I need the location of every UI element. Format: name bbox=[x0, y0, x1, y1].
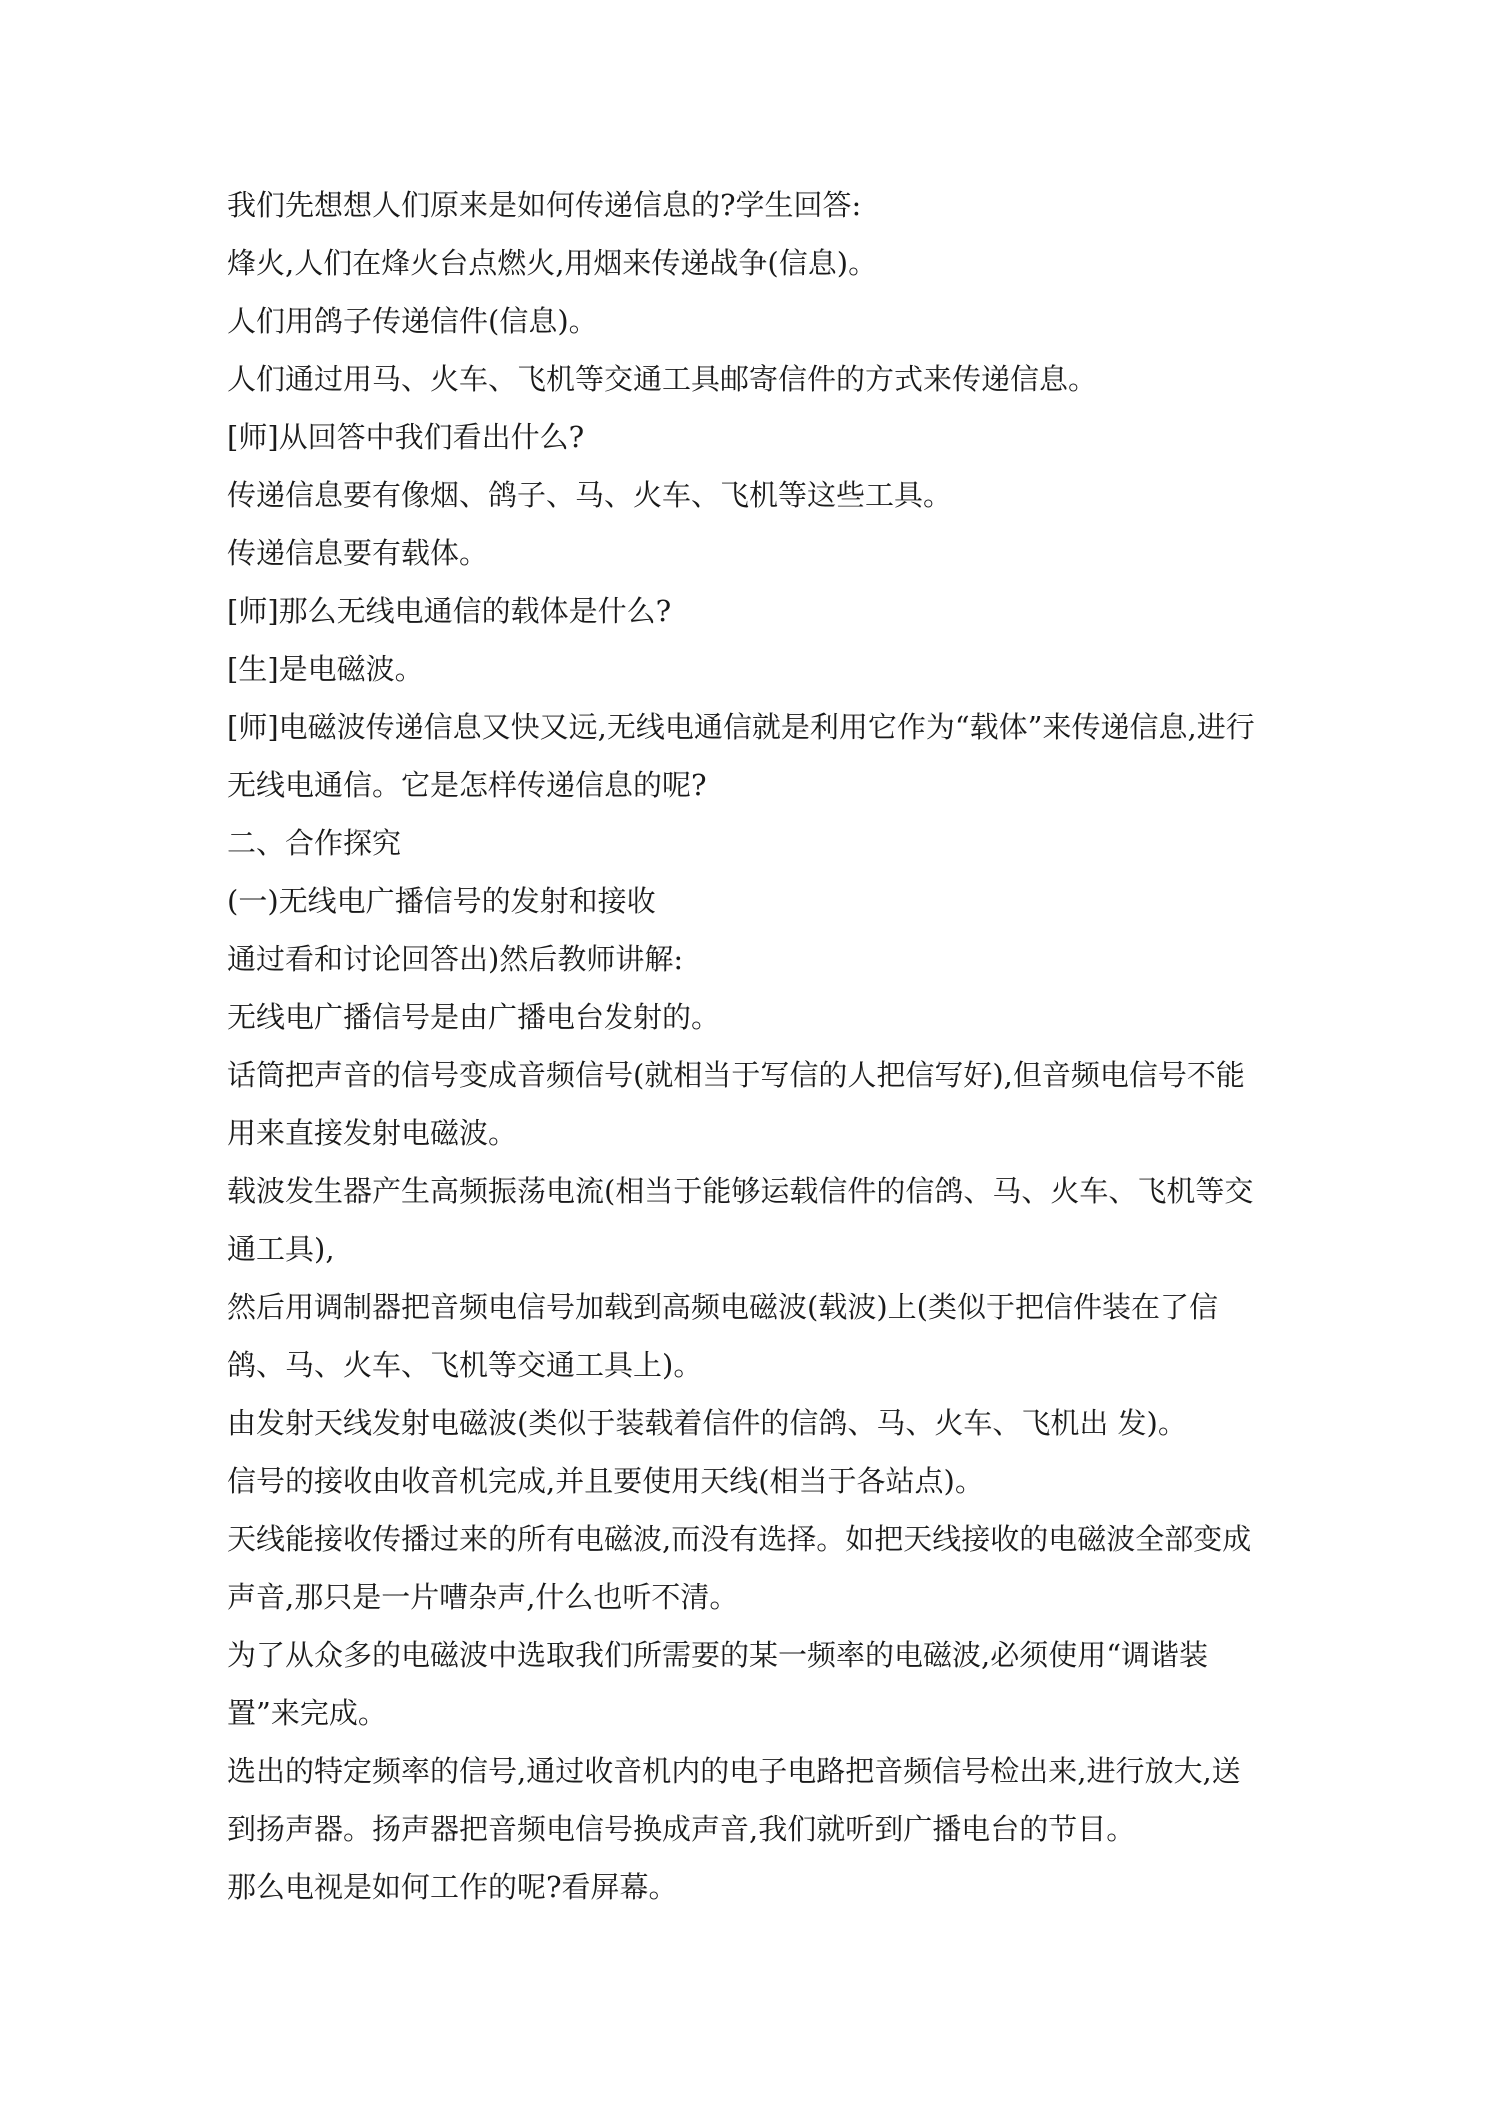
paragraph: 天线能接收传播过来的所有电磁波,而没有选择。如把天线接收的电磁波全部变成声音,那只是一片嘈杂声,什么也听不清。 bbox=[227, 1522, 1252, 1614]
paragraph: 载波发生器产生高频振荡电流(相当于能够运载信件的信鸽、马、火车、飞机等交通工具), bbox=[227, 1174, 1254, 1266]
section-heading: 二、合作探究 bbox=[227, 826, 402, 860]
subsection-heading: (一)无线电广播信号的发射和接收 bbox=[227, 884, 656, 918]
paragraph: [师]电磁波传递信息又快又远,无线电通信就是利用它作为“载体”来传递信息,进行无线电通信。它是怎样传递信息的呢? bbox=[227, 710, 1255, 802]
paragraph: 无线电广播信号是由广播电台发射的。 bbox=[227, 1000, 721, 1034]
paragraph: [生]是电磁波。 bbox=[227, 652, 424, 686]
paragraph: 信号的接收由收音机完成,并且要使用天线(相当于各站点)。 bbox=[227, 1464, 984, 1498]
paragraph: 人们用鸽子传递信件(信息)。 bbox=[227, 304, 598, 338]
paragraph: [师]那么无线电通信的载体是什么? bbox=[227, 594, 672, 628]
paragraph: 烽火,人们在烽火台点燃火,用烟来传递战争(信息)。 bbox=[227, 246, 878, 280]
paragraph: 话筒把声音的信号变成音频信号(就相当于写信的人把信写好),但音频电信号不能用来直接发射电磁波。 bbox=[227, 1058, 1245, 1150]
paragraph: 由发射天线发射电磁波(类似于装载着信件的信鸽、马、火车、飞机出 发)。 bbox=[227, 1406, 1187, 1440]
paragraph: 传递信息要有载体。 bbox=[227, 536, 489, 570]
paragraph: 选出的特定频率的信号,通过收音机内的电子电路把音频信号检出来,进行放大,送到扬声器。扬声器把音频电信号换成声音,我们就听到广播电台的节目。 bbox=[227, 1754, 1241, 1846]
paragraph: 人们通过用马、火车、飞机等交通工具邮寄信件的方式来传递信息。 bbox=[227, 362, 1098, 396]
paragraph: 那么电视是如何工作的呢?看屏幕。 bbox=[227, 1870, 678, 1904]
paragraph: 通过看和讨论回答出)然后教师讲解: bbox=[227, 942, 684, 976]
paragraph: 为了从众多的电磁波中选取我们所需要的某一频率的电磁波,必须使用“调谐装置”来完成。 bbox=[227, 1638, 1209, 1730]
paragraph: 然后用调制器把音频电信号加载到高频电磁波(载波)上(类似于把信件装在了信鸽、马、火车、飞机等交通工具上)。 bbox=[227, 1290, 1218, 1382]
document-body bbox=[227, 176, 1267, 1916]
paragraph: 传递信息要有像烟、鸽子、马、火车、飞机等这些工具。 bbox=[227, 478, 953, 512]
paragraph: [师]从回答中我们看出什么? bbox=[227, 420, 585, 454]
paragraph: 我们先想想人们原来是如何传递信息的?学生回答: bbox=[227, 188, 862, 222]
